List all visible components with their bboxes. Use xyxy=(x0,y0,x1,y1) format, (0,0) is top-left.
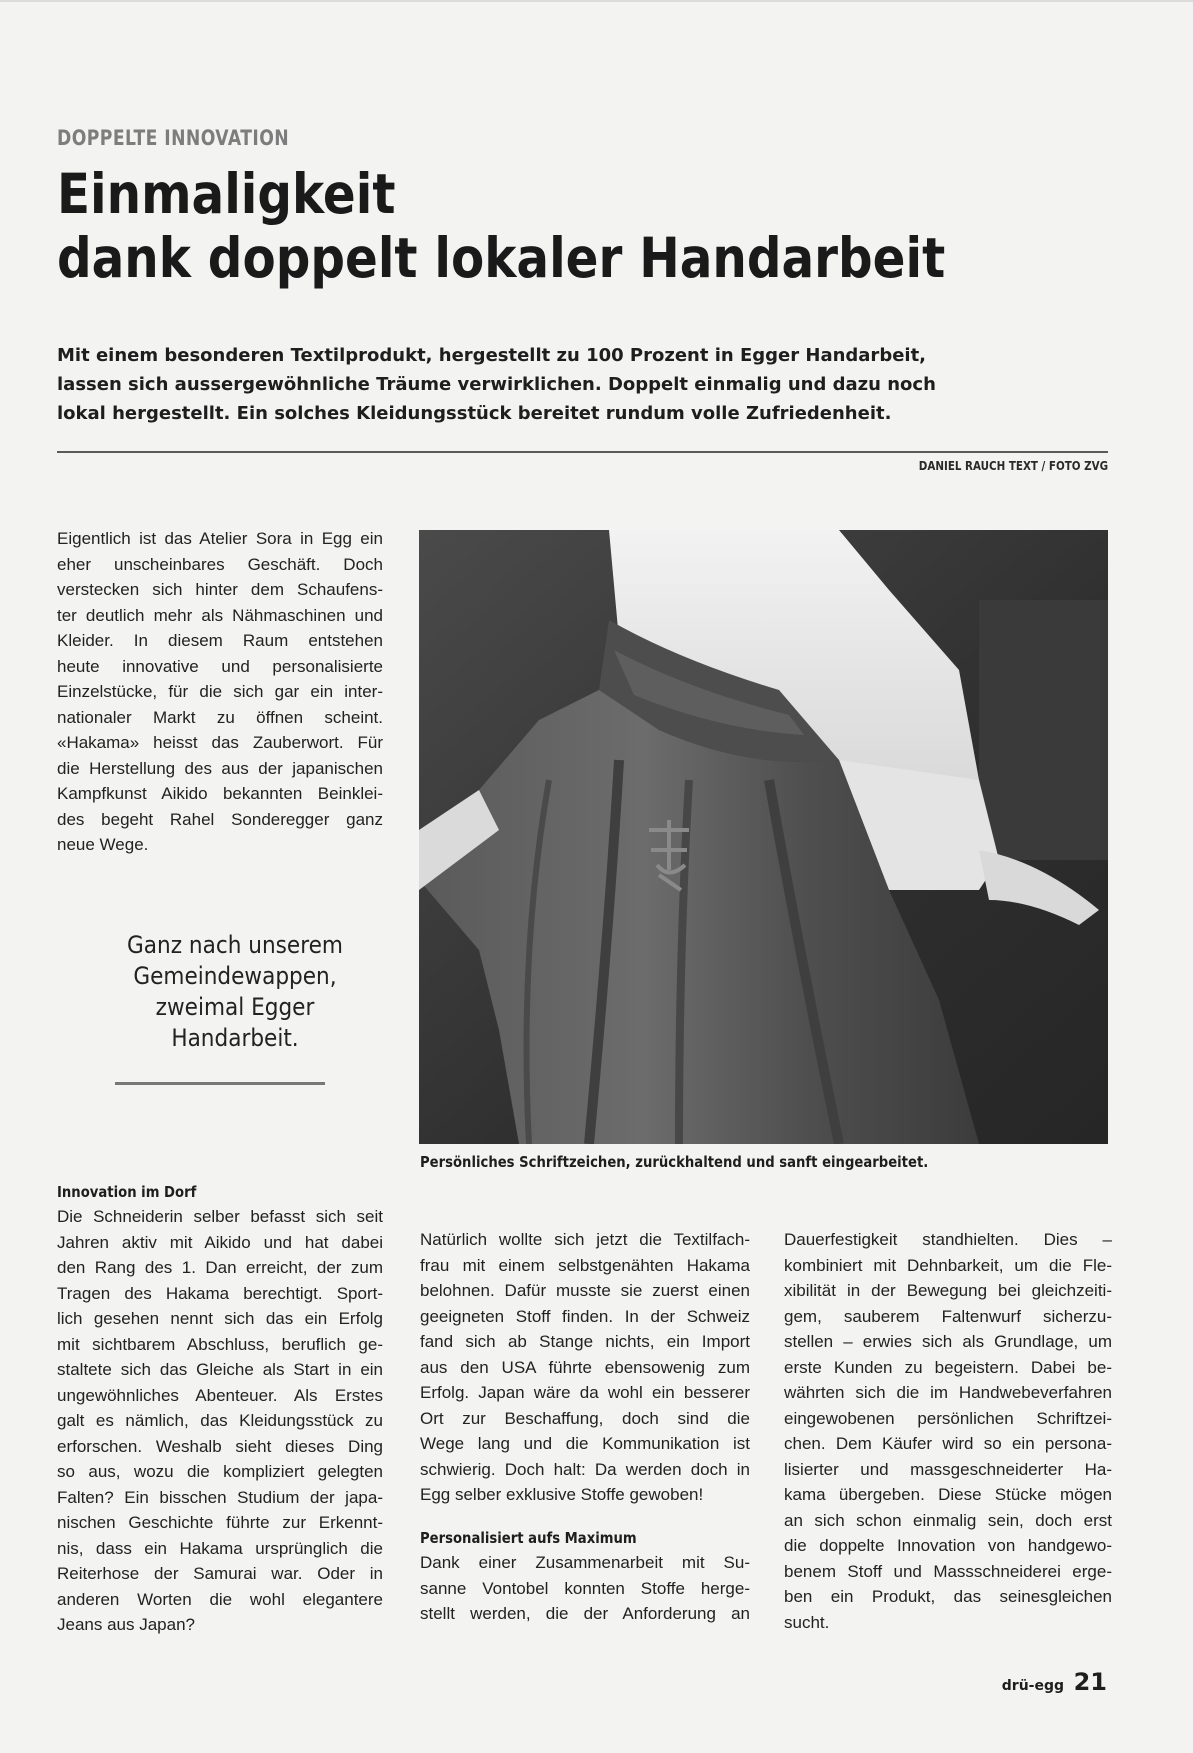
text-line: Dank einer Zusammenarbeit mit Su- xyxy=(420,1553,750,1572)
magazine-name: drü-egg xyxy=(1001,1678,1065,1694)
text-line: ben ein Produkt, das seinesgleichen xyxy=(784,1587,1112,1606)
header-divider xyxy=(57,451,1108,453)
text-line: erforschen. Weshalb sieht dieses Ding xyxy=(57,1436,383,1456)
text-line: eingewobenen persönlichen Schriftzei- xyxy=(784,1408,1112,1428)
text-line: die Herstellung des aus der japanischen xyxy=(57,758,383,778)
text-line: Tragen des Hakama berechtigt. Sport- xyxy=(57,1283,383,1303)
text-line: neue Wege. xyxy=(57,835,149,854)
text-line: Jeans aus Japan? xyxy=(57,1615,195,1634)
quote-line: Handarbeit. xyxy=(171,1024,299,1052)
text-line: Jahren aktiv mit Aikido und hat dabei xyxy=(57,1232,383,1252)
text-line: Natürlich wollte sich jetzt die Textilfach- xyxy=(420,1230,750,1249)
quote-line: Gemeindewappen, xyxy=(133,962,337,990)
page-footer xyxy=(1002,1668,1107,1696)
text-line: Eigentlich ist das Atelier Sora in Egg ein xyxy=(57,529,383,548)
hakama-illustration xyxy=(419,530,1108,1144)
text-line: schwierig. Doch halt: Da werden doch in xyxy=(420,1459,750,1479)
column2-paragraph xyxy=(420,1227,750,1508)
text-line: Wege lang und die Kommunikation ist xyxy=(420,1434,750,1453)
text-line: galt es nämlich, das Kleidungsstück zu xyxy=(57,1411,383,1430)
text-line: währten sich die im Handwebeverfahren xyxy=(784,1383,1112,1402)
article-lead xyxy=(57,341,957,428)
text-line: verstecken sich hinter dem Schaufens- xyxy=(57,580,383,599)
section2-paragraph xyxy=(420,1550,750,1627)
text-line: den Rang des 1. Dan erreicht, der zum xyxy=(57,1258,383,1277)
text-line: Einzelstücke, für die sich gar ein inter- xyxy=(57,682,383,701)
text-line: an sich schon einmalig sein, doch erst xyxy=(784,1510,1112,1530)
text-line: Reiterhose der Samurai war. Oder in xyxy=(57,1564,383,1583)
text-line: nis, dass ein Hakama ursprünglich die xyxy=(57,1538,383,1558)
text-line: lisierter und massgeschneiderter Ha- xyxy=(784,1459,1112,1479)
text-line: fand sich ab Stange nichts, ein Import xyxy=(420,1332,750,1351)
text-line: xibilität in der Bewegung bei gleichzeiti- xyxy=(784,1281,1112,1300)
page-top-edge xyxy=(0,0,1193,2)
lead-line: Mit einem besonderen Textilprodukt, hergestellt zu 100 Prozent in Egger Handarbeit, xyxy=(57,345,927,366)
byline: DANIEL RAUCH TEXT / FOTO ZVG xyxy=(918,459,1108,473)
quote-line: zweimal Egger xyxy=(155,993,315,1021)
text-line: «Hakama» heisst das Zauberwort. Für xyxy=(57,733,383,752)
text-line: erste Kunden zu begeistern. Dabei be- xyxy=(784,1357,1112,1377)
text-line: die doppelte Innovation von handgewo- xyxy=(784,1536,1112,1555)
section-heading-personalisiert: Personalisiert aufs Maximum xyxy=(420,1529,637,1547)
text-line: chen. Dem Käufer wird so ein persona- xyxy=(784,1434,1112,1453)
article-kicker: DOPPELTE INNOVATION xyxy=(57,126,290,150)
text-line: Dauerfestigkeit standhielten. Dies – xyxy=(784,1230,1112,1249)
text-line: Falten? Ein bisschen Studium der japa- xyxy=(57,1487,383,1507)
text-line: ungewöhnliches Abenteuer. Als Erstes xyxy=(57,1385,383,1405)
photo-caption: Persönliches Schriftzeichen, zurückhaltend und sanft eingearbeitet. xyxy=(420,1153,929,1171)
text-line: belohnen. Dafür musste sie zuerst einen xyxy=(420,1281,750,1300)
text-line: Erfolg. Japan wäre da wohl ein besserer xyxy=(420,1383,750,1402)
text-line: mit sichtbarem Abschluss, beruflich ge- xyxy=(57,1334,383,1354)
column3-paragraph xyxy=(784,1227,1112,1635)
text-line: nationaler Markt zu öffnen scheint. xyxy=(57,707,383,727)
text-line: ter deutlich mehr als Nähmaschinen und xyxy=(57,605,383,625)
text-line: sanne Vontobel konnten Stoffe herge- xyxy=(420,1578,750,1598)
text-line: frau mit einem selbstgenähten Hakama xyxy=(420,1255,750,1275)
text-line: stellen – erwies sich als Grundlage, um xyxy=(784,1332,1112,1351)
quote-line: Ganz nach unserem xyxy=(127,931,343,959)
text-line: eher unscheinbares Geschäft. Doch xyxy=(57,554,383,574)
text-line: heute innovative und personalisierte xyxy=(57,656,383,676)
pull-quote-rule xyxy=(115,1082,325,1085)
section-heading-innovation: Innovation im Dorf xyxy=(57,1183,197,1201)
text-line: sucht. xyxy=(784,1612,830,1632)
pull-quote xyxy=(90,930,380,1054)
hakama-photo xyxy=(419,530,1108,1144)
text-line: Egg selber exklusive Stoffe gewoben! xyxy=(420,1485,704,1504)
text-line: Kleider. In diesem Raum entstehen xyxy=(57,631,383,650)
text-line: aus den USA führte ebensowenig zum xyxy=(420,1357,750,1377)
title-line: dank doppelt lokaler Handarbeit xyxy=(57,226,946,290)
title-line: Einmaligkeit xyxy=(57,162,396,226)
text-line: kombiniert mit Dehnbarkeit, um die Fle- xyxy=(784,1255,1112,1275)
text-line: kama übergeben. Diese Stücke mögen xyxy=(784,1485,1112,1504)
text-line: lich gesehen nennt sich das ein Erfolg xyxy=(57,1309,383,1328)
lead-line: lokal hergestellt. Ein solches Kleidungsstück bereitet rundum volle Zufriedenheit. xyxy=(57,403,892,424)
text-line: benem Stoff und Massschneiderei erge- xyxy=(784,1561,1112,1581)
text-line: Die Schneiderin selber befasst sich seit xyxy=(57,1207,383,1226)
text-line: geeigneten Stoff finden. In der Schweiz xyxy=(420,1306,750,1326)
section1-paragraph xyxy=(57,1204,383,1638)
text-line: des begeht Rahel Sonderegger ganz xyxy=(57,809,383,829)
text-line: stellt werden, die der Anforderung an xyxy=(420,1604,750,1623)
text-line: nischen Geschichte führte zur Erkennt- xyxy=(57,1513,383,1532)
text-line: gem, sauberem Faltenwurf sicherzu- xyxy=(784,1306,1112,1326)
intro-paragraph xyxy=(57,526,383,858)
text-line: Ort zur Beschaffung, doch sind die xyxy=(420,1408,750,1428)
lead-line: lassen sich aussergewöhnliche Träume verwirklichen. Doppelt einmalig und dazu noch xyxy=(57,374,936,395)
article-title xyxy=(57,162,945,290)
text-line: so aus, wozu die kompliziert gelegten xyxy=(57,1462,383,1481)
text-line: staltete sich das Gleiche als Start in ein xyxy=(57,1360,383,1379)
page-number: 21 xyxy=(1073,1668,1107,1696)
text-line: anderen Worten die wohl elegantere xyxy=(57,1589,383,1609)
text-line: Kampfkunst Aikido bekannten Beinklei- xyxy=(57,784,383,803)
